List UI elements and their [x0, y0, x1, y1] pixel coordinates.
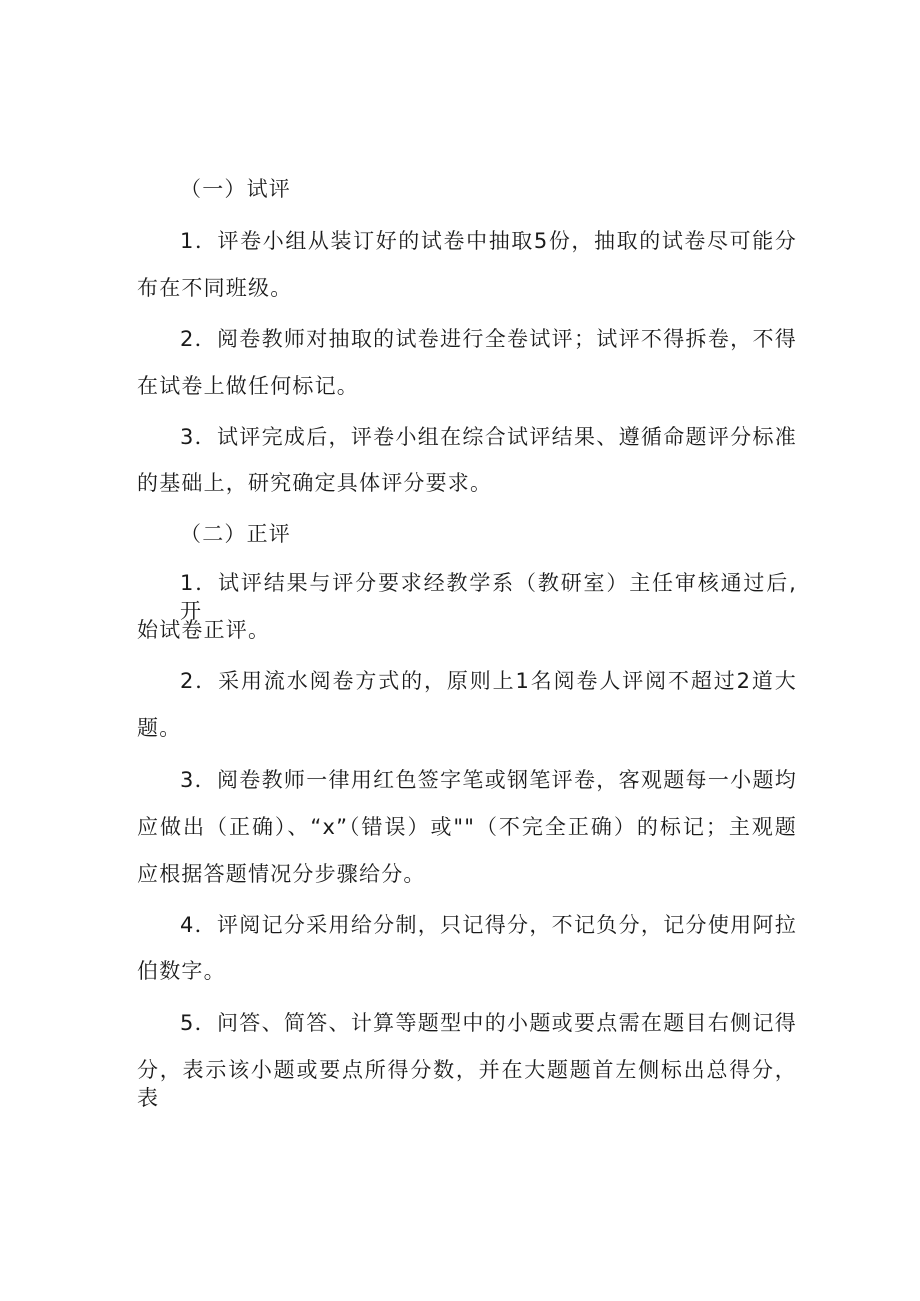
- paragraph-trial-item-2-line-2: 在试卷上做任何标记。: [137, 374, 359, 398]
- section-heading-trial: （一）试评: [180, 177, 291, 201]
- paragraph-formal-item-2-line-1: 2．采用流水阅卷方式的，原则上1名阅卷人评阅不超过2道大: [180, 669, 797, 693]
- paragraph-trial-item-2-line-1: 2．阅卷教师对抽取的试卷进行全卷试评；试评不得拆卷，不得: [180, 327, 797, 351]
- paragraph-trial-item-3-line-2: 的基础上，研究确定具体评分要求。: [137, 471, 493, 495]
- paragraph-formal-item-3-line-1: 3．阅卷教师一律用红色签字笔或钢笔评卷，客观题每一小题均: [180, 768, 797, 792]
- section-heading-formal: （二）正评: [180, 522, 291, 546]
- paragraph-formal-item-5-line-1: 5．问答、简答、计算等题型中的小题或要点需在题目右侧记得: [180, 1011, 797, 1035]
- paragraph-formal-item-3-line-3: 应根据答题情况分步骤给分。: [137, 862, 426, 886]
- paragraph-trial-item-3-line-1: 3．试评完成后，评卷小组在综合试评结果、遵循命题评分标准: [180, 425, 797, 449]
- paragraph-formal-item-3-line-2: 应做出（正确）、“x”（错误）或""（不完全正确）的标记；主观题: [137, 815, 797, 839]
- paragraph-formal-item-1-line-1: 1．试评结果与评分要求经教学系（教研室）主任审核通过后,开: [180, 571, 797, 623]
- paragraph-formal-item-2-line-2: 题。: [137, 716, 182, 740]
- paragraph-formal-item-5-line-2: 分，表示该小题或要点所得分数，并在大题题首左侧标出总得分，表: [137, 1058, 797, 1110]
- paragraph-trial-item-1-line-2: 布在不同班级。: [137, 276, 293, 300]
- paragraph-formal-item-4-line-2: 伯数字。: [137, 959, 226, 983]
- paragraph-trial-item-1-line-1: 1．评卷小组从装订好的试卷中抽取5份，抽取的试卷尽可能分: [180, 229, 797, 253]
- paragraph-formal-item-4-line-1: 4．评阅记分采用给分制，只记得分，不记负分，记分使用阿拉: [180, 913, 797, 937]
- paragraph-formal-item-1-line-2: 始试卷正评。: [137, 618, 271, 642]
